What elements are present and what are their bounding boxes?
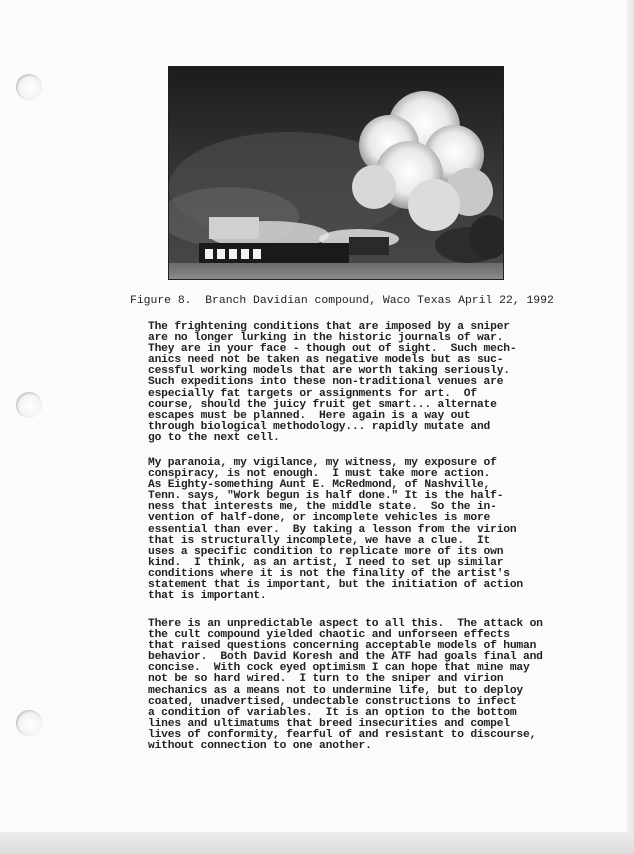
text-line: concise. With cock eyed optimism I can hope that mine may bbox=[148, 662, 530, 675]
text-line: conspiracy, is not enough. I must take more action. bbox=[148, 468, 491, 481]
text-line: lives of conformity, fearful of and resistant to discourse, bbox=[148, 728, 537, 741]
punch-hole-bottom bbox=[16, 710, 42, 736]
text-line: the cult compound yielded chaotic and unforseen effects bbox=[148, 629, 510, 642]
text-line: statement that is important, but the initiation of action bbox=[148, 579, 524, 592]
text-line: Tenn. says, "Work begun is half done." It is the half- bbox=[148, 490, 504, 503]
text-line: lines and ultimatums that breed insecurities and compel bbox=[148, 717, 510, 730]
text-line: As Eighty-something Aunt E. McRedmond, of Nashville, bbox=[148, 479, 491, 492]
paragraph-3 bbox=[148, 619, 568, 752]
punch-hole-middle bbox=[16, 392, 42, 418]
text-line: that is important. bbox=[148, 590, 267, 603]
text-line: My paranoia, my vigilance, my witness, my exposure of bbox=[148, 457, 497, 469]
page-bottom-edge bbox=[0, 832, 634, 854]
text-line: that is structurally incomplete, we have a clue. It bbox=[148, 534, 491, 547]
text-line: behavior. Both David Koresh and the ATF had goals final and bbox=[148, 651, 543, 664]
text-line: through biological methodology... rapidly mutate and bbox=[148, 420, 491, 433]
punch-hole-top bbox=[16, 74, 42, 100]
text-line: course, should the juicy fruit get smart... alternate bbox=[148, 398, 497, 411]
text-line: The frightening conditions that are imposed by a sniper bbox=[148, 321, 510, 333]
text-line: without connection to one another. bbox=[148, 740, 372, 753]
text-line: cessful working models that are worth taking seriously. bbox=[148, 365, 510, 378]
text-line: conditions where it is not the finality of the artist's bbox=[148, 567, 510, 580]
paragraph-2 bbox=[148, 458, 568, 602]
text-line: especially fat targets or assignments for art. Of bbox=[148, 387, 477, 400]
text-line: not be so hard wired. I turn to the sniper and virion bbox=[148, 673, 504, 686]
paragraph-1 bbox=[148, 322, 568, 444]
text-line: ness that interests me, the middle state. So the in- bbox=[148, 501, 497, 514]
text-line: escapes must be planned. Here again is a way out bbox=[148, 409, 471, 422]
figure-caption: Figure 8. Branch Davidian compound, Waco Texas April 22, 1992 bbox=[130, 295, 554, 307]
text-line: There is an unpredictable aspect to all this. The attack on bbox=[148, 618, 543, 630]
text-line: that raised questions concerning acceptable models of human bbox=[148, 640, 537, 653]
text-line: go to the next cell. bbox=[148, 431, 280, 444]
text-line: They are in your face - though out of sight. Such mech- bbox=[148, 343, 517, 356]
text-line: essential than ever. By taking a lesson from the virion bbox=[148, 523, 517, 536]
text-line: kind. I think, as an artist, I need to set up similar bbox=[148, 556, 504, 569]
text-line: coated, unadvertised, undectable constructions to infect bbox=[148, 695, 517, 708]
page-edge-shadow bbox=[626, 0, 634, 854]
text-line: are no longer lurking in the historic journals of war. bbox=[148, 332, 504, 345]
text-line: a condition of variables. It is an option to the bottom bbox=[148, 706, 517, 719]
text-line: mechanics as a means not to undermine life, but to deploy bbox=[148, 684, 524, 697]
figure-photo bbox=[168, 66, 504, 280]
text-line: uses a specific condition to replicate more of its own bbox=[148, 545, 504, 558]
text-line: vention of half-done, or incomplete vehicles is more bbox=[148, 512, 491, 525]
text-line: anics need not be taken as negative models but as suc- bbox=[148, 354, 504, 367]
text-line: Such expeditions into these non-traditional venues are bbox=[148, 376, 504, 389]
